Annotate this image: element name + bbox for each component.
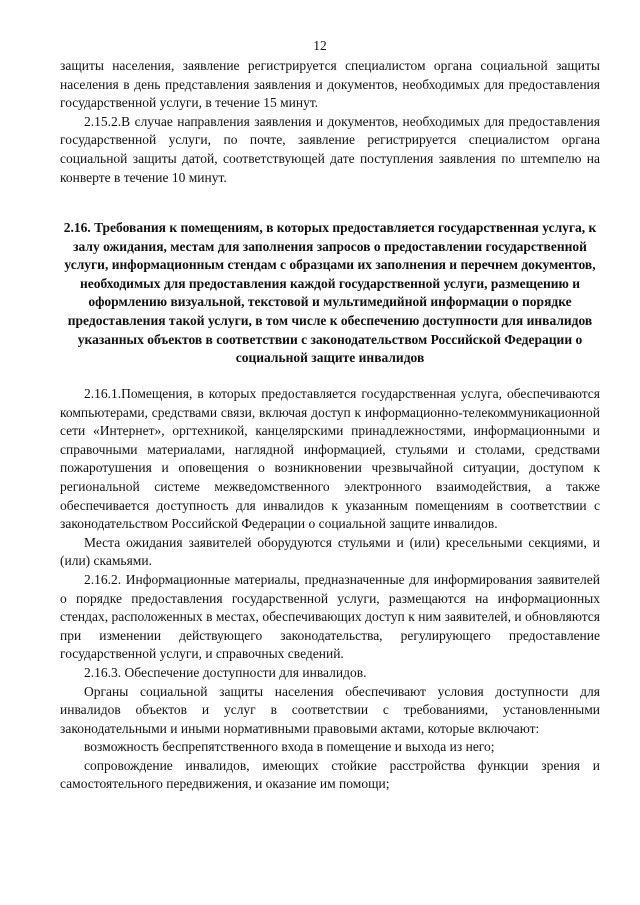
paragraph-waiting-areas: Места ожидания заявителей оборудуются стульями и (или) кресельными секциями, и (или) скамьями.	[60, 534, 600, 569]
section-text-block	[60, 385, 600, 794]
paragraph-2-16-1: 2.16.1.Помещения, в которых предоставляется государственная услуга, обеспечиваются компьютерами, средствами связи, включая доступ к информационно-телекоммуникационной сети «Интернет», оргтехникой, канцелярскими принадлежностями, информационными и справочными материалами, наглядной информацией, стульями и столами, средствами пожаротушения и оповещения о возникновении чрезвычайной ситуации, доступом к региональной системе межведомственного электронного взаимодействия, а также обеспечивается доступность для инвалидов к указанным помещениям в соответствии с законодательством Российской Федерации о социальной защите инвалидов.	[60, 386, 600, 532]
paragraph-2-16-2: 2.16.2. Информационные материалы, предназначенные для информирования заявителей о порядке предоставления государственной услуги, размещаются на информационных стендах, расположенных в местах, обеспечивающих доступ к ним заявителей, и обновляются при изменении действующего законодательства, регулирующего предоставление государственной услуги, и справочных сведений.	[60, 571, 600, 662]
top-text-block	[60, 57, 600, 187]
paragraph-2-15-2: 2.15.2.В случае направления заявления и документов, необходимых для предоставления государственной услуги, по почте, заявление регистрируется специалистом органа социальной защиты датой, соответствующей дате поступления заявления по штемпелю на конверте в течение 10 минут.	[60, 113, 600, 185]
page-number: 12	[313, 38, 327, 53]
section-heading-2-16: 2.16. Требования к помещениям, в которых предоставляется государственная услуга, к залу ожидания, местам для заполнения запросов о предоставлении государственной услуги, информационным стендам с образцами их заполнения и перечнем документов, необходимых для предоставления каждой государственной услуги, размещению и оформлению визуальной, текстовой и мультимедийной информации о порядке предоставления такой услуги, в том числе к обеспечению доступности для инвалидов указанных объектов в соответствии с законодательством Российской Федерации о социальной защите инвалидов	[63, 220, 597, 366]
paragraph-accessibility-conditions: Органы социальной защиты населения обеспечивают условия доступности для инвалидов объектов и услуг в соответствии с требованиями, установленными законодательными и иными нормативными правовыми актами, которые включают:	[60, 683, 600, 736]
list-item-entry-exit: возможность беспрепятственного входа в помещение и выхода из него;	[84, 739, 495, 755]
paragraph-2-16-3: 2.16.3. Обеспечение доступности для инвалидов.	[84, 664, 367, 680]
paragraph-registration-in-person: защиты населения, заявление регистрируется специалистом органа социальной защиты населения в день представления заявления и документов, необходимых для предоставления государственной услуги, в течение 15 минут.	[60, 58, 600, 111]
list-item-escort: сопровождение инвалидов, имеющих стойкие расстройства функции зрения и самостоятельного передвижения, и оказание им помощи;	[60, 757, 600, 792]
